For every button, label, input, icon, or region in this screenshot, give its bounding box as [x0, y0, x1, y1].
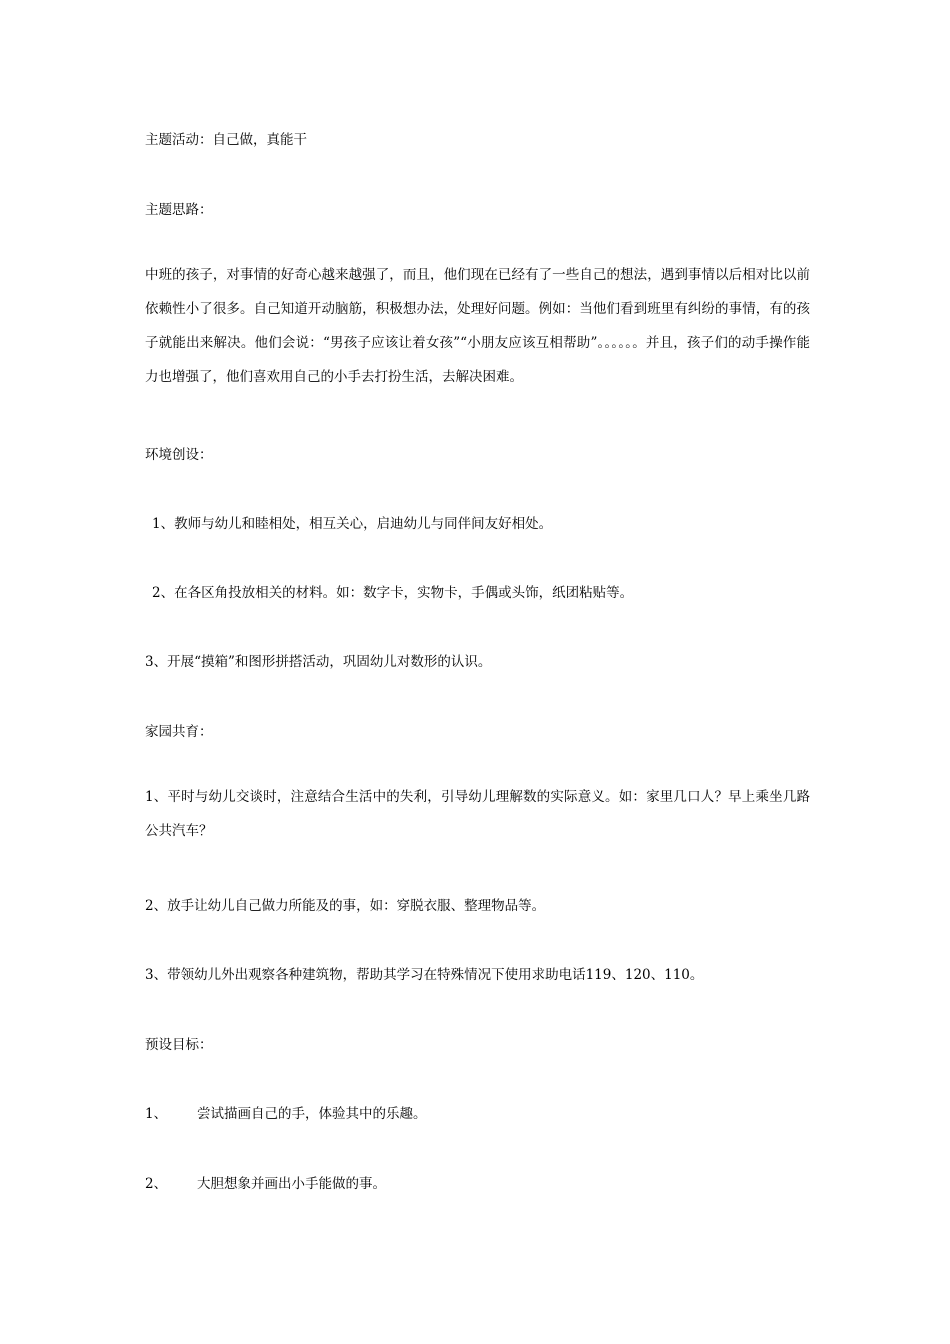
home-school-item-3: 3、带领幼儿外出观察各种建筑物，帮助其学习在特殊情况下使用求助电话119、120、110。 — [145, 967, 704, 983]
document-title: 主题活动：自己做，真能干 — [145, 132, 307, 148]
goal-item-text: 尝试描画自己的手，体验其中的乐趣。 — [197, 1106, 427, 1122]
environment-item-2: 2、在各区角投放相关的材料。如：数字卡，实物卡，手偶或头饰，纸团粘贴等。 — [152, 585, 634, 601]
section-heading-home-school: 家园共育： — [145, 724, 213, 740]
environment-item-3: 3、开展“摸箱”和图形拼搭活动，巩固幼儿对数形的认识。 — [145, 654, 492, 670]
goal-item-number: 2、 — [145, 1176, 168, 1192]
home-school-item-1: 1、平时与幼儿交谈时，注意结合生活中的失利，引导幼儿理解数的实际意义。如：家里几口人？早上乘坐几路公共汽车？ — [145, 789, 810, 839]
goal-item-1 — [145, 1102, 427, 1122]
goal-item-number: 1、 — [145, 1106, 168, 1122]
section-heading-theme-idea: 主题思路： — [145, 202, 213, 218]
environment-item-1: 1、教师与幼儿和睦相处，相互关心，启迪幼儿与同伴间友好相处。 — [152, 516, 553, 532]
theme-idea-paragraph: 中班的孩子，对事情的好奇心越来越强了，而且，他们现在已经有了一些自己的想法，遇到事情以后相对比以前依赖性小了很多。自己知道开动脑筋，积极想办法，处理好问题。例如：当他们看到班里有纠纷的事情，有的孩子就能出来解决。他们会说：“男孩子应该让着女孩”“小朋友应该互相帮助”。。。。。。并且，孩子们的动手操作能力也增强了，他们喜欢用自己的小手去打扮生活，去解决困难。 — [145, 267, 810, 385]
section-heading-goals: 预设目标： — [145, 1037, 213, 1053]
goal-item-text: 大胆想象并画出小手能做的事。 — [197, 1176, 386, 1192]
section-heading-environment: 环境创设： — [145, 447, 213, 463]
home-school-item-2: 2、放手让幼儿自己做力所能及的事，如：穿脱衣服、整理物品等。 — [145, 898, 546, 914]
goal-item-2 — [145, 1172, 386, 1192]
